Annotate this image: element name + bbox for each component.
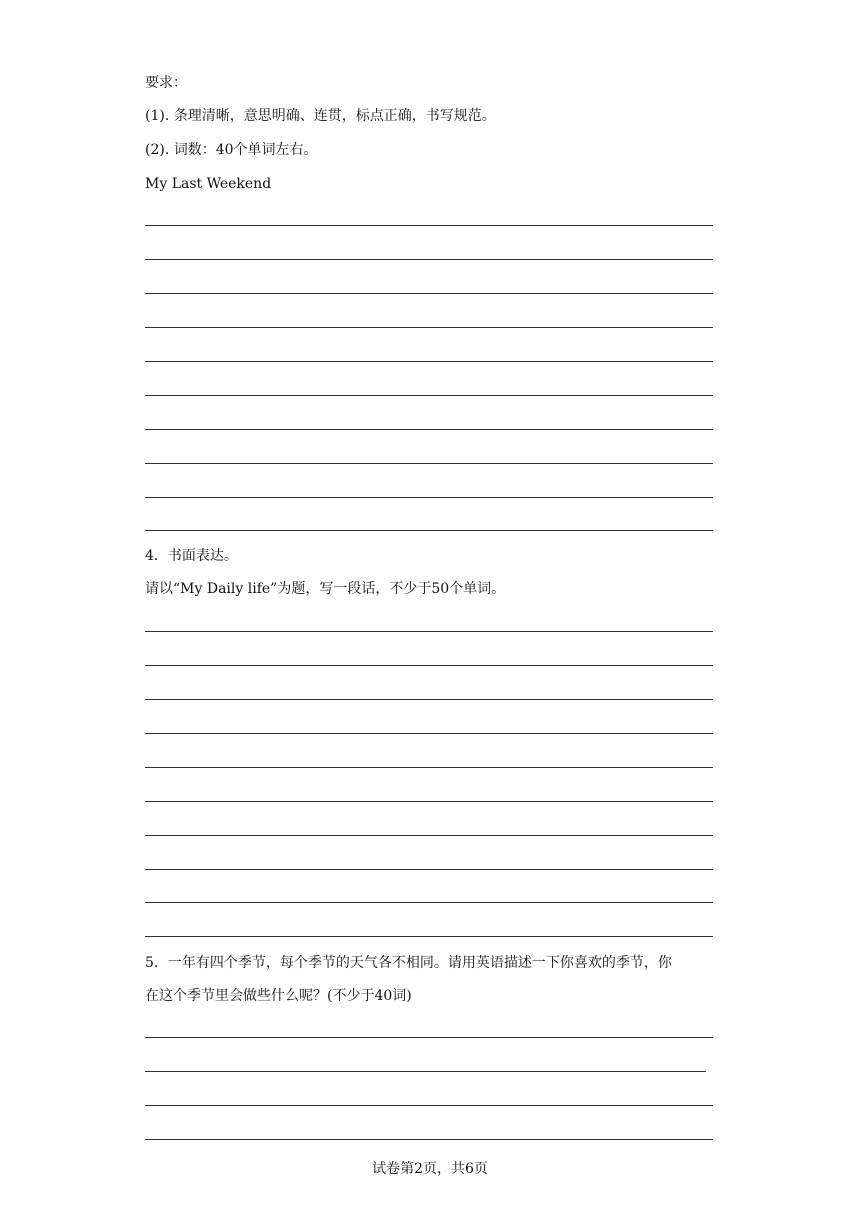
writing-line: [145, 361, 713, 362]
writing-line: [145, 665, 713, 666]
writing-line: [145, 259, 713, 260]
essay-title: My Last Weekend: [145, 176, 272, 192]
writing-line: [145, 463, 713, 464]
question-5-prompt-line2: 在这个季节里会做些什么呢？(不少于40词): [145, 988, 412, 1004]
writing-line: [145, 225, 713, 226]
requirements-heading: 要求：: [145, 75, 187, 91]
writing-line: [145, 936, 713, 937]
writing-line: [145, 293, 713, 294]
writing-line: [145, 530, 713, 531]
requirement-1: (1). 条理清晰，意思明确、连贯，标点正确，书写规范。: [145, 108, 496, 124]
question-4-prompt: 请以“My Daily life”为题，写一段话，不少于50个单词。: [145, 581, 506, 597]
writing-line: [145, 429, 713, 430]
requirement-2: (2). 词数：40个单词左右。: [145, 142, 318, 158]
writing-line: [145, 801, 713, 802]
page-number-footer: 试卷第2页，共6页: [372, 1161, 488, 1177]
writing-line: [145, 1105, 713, 1106]
question-5-prompt-line1: 5．一年有四个季节，每个季节的天气各不相同。请用英语描述一下你喜欢的季节，你: [145, 955, 672, 971]
question-4-heading: 4．书面表达。: [145, 548, 238, 564]
writing-line: [145, 902, 713, 903]
writing-line: [145, 497, 713, 498]
writing-line: [145, 1139, 713, 1140]
writing-line: [145, 699, 713, 700]
writing-line: [145, 733, 713, 734]
writing-line: [145, 835, 713, 836]
writing-line: [145, 395, 713, 396]
writing-line: [145, 631, 713, 632]
writing-line: [145, 767, 713, 768]
writing-line: [145, 1037, 713, 1038]
writing-line: [145, 1071, 706, 1072]
writing-line: [145, 869, 713, 870]
writing-line: [145, 327, 713, 328]
